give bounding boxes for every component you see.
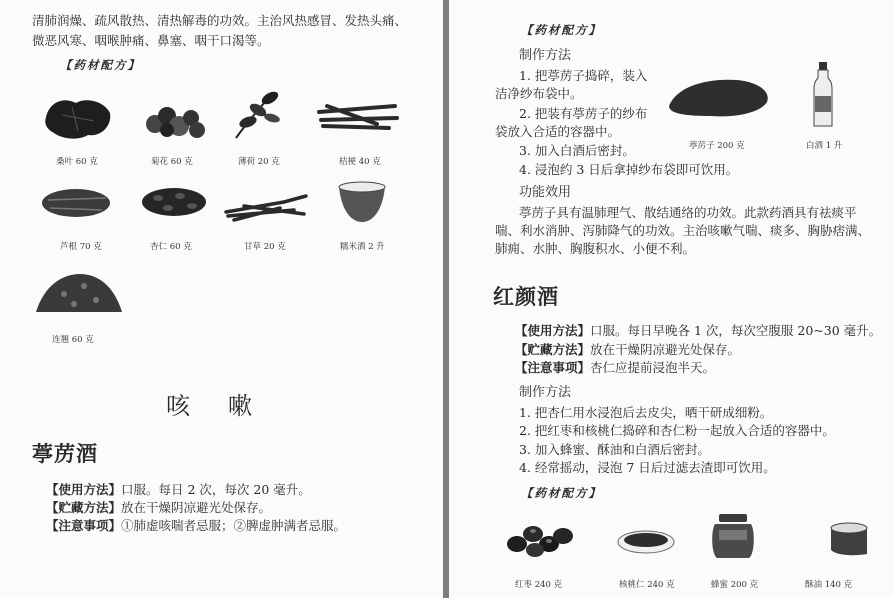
platycodon-icon (317, 98, 399, 132)
mulberry-leaf-icon (42, 95, 114, 141)
chrysanthemum-icon (143, 100, 207, 140)
ingredient-label: 甘草 20 克 (244, 242, 286, 252)
recipe-title: 【药材配方】 (521, 486, 602, 500)
ghee-icon (827, 520, 867, 556)
usage-text: 口服。每日 2 次，每次 20 毫升。 (121, 482, 311, 497)
effect-line: 葶苈子具有温肺理气、散结通络的功效。此款药酒具有祛痰平 (519, 205, 857, 220)
honey-jar-icon (711, 514, 755, 560)
caution-label: 【注意事项】 (46, 518, 122, 533)
step-line: 1. 把葶苈子捣碎，装入 (519, 68, 648, 83)
step-line: 2. 把红枣和核桃仁捣碎和杏仁粉一起放入合适的容器中。 (519, 423, 835, 438)
recipe-title: 【药材配方】 (521, 23, 602, 37)
usage-label: 【使用方法】 (46, 482, 122, 497)
ingredient-label: 糯米酒 2 升 (340, 242, 385, 252)
storage-row (515, 340, 740, 359)
step-line: 2. 把装有葶苈子的纱布 (519, 106, 648, 121)
ingredient-label: 薄荷 20 克 (238, 157, 280, 167)
usage-row (46, 480, 311, 499)
ingredient-label: 蜂蜜 200 克 (711, 580, 759, 590)
step-line: 1. 把杏仁用水浸泡后去皮尖，晒干研成细粉。 (519, 405, 773, 420)
section-title: 咳嗽 (166, 392, 290, 420)
ingredient-label: 红枣 240 克 (515, 580, 563, 590)
licorice-icon (224, 194, 308, 222)
step-line: 3. 加入蜂蜜、酥油和白酒后密封。 (519, 442, 710, 457)
storage-label: 【贮藏方法】 (46, 500, 122, 515)
storage-row (46, 498, 271, 517)
ingredient-label: 葶苈子 200 克 (689, 141, 745, 151)
caution-text: ①肺虚咳喘者忌服；②脾虚肿满者忌服。 (121, 518, 347, 533)
mint-icon (232, 88, 286, 142)
ingredient-label: 连翘 60 克 (52, 335, 94, 345)
method-title: 制作方法 (519, 385, 572, 400)
method-title: 制作方法 (519, 48, 572, 63)
ingredient-label: 核桃仁 240 克 (619, 580, 675, 590)
caution-label: 【注意事项】 (515, 360, 591, 375)
intro-line-2: 微恶风寒、咽喉肿痛、鼻塞、咽干口渴等。 (32, 33, 270, 48)
forsythia-icon (34, 272, 124, 316)
storage-text: 放在干燥阴凉避光处保存。 (121, 500, 272, 515)
usage-text: 口服。每日早晚各 1 次，每次空腹服 20~30 毫升。 (590, 323, 882, 338)
ingredient-label: 芦根 70 克 (60, 242, 102, 252)
apricot-kernel-icon (140, 186, 208, 218)
storage-text: 放在干燥阴凉避光处保存。 (590, 342, 741, 357)
storage-label: 【贮藏方法】 (515, 342, 591, 357)
reed-root-icon (40, 186, 112, 220)
usage-label: 【使用方法】 (515, 323, 591, 338)
right-page (449, 0, 894, 598)
ingredient-label: 桑叶 60 克 (56, 157, 98, 167)
caution-row (46, 516, 346, 535)
caution-row (515, 358, 715, 377)
walnut-icon (617, 526, 675, 554)
step-line: 4. 浸泡约 3 日后拿掉纱布袋即可饮用。 (519, 162, 739, 177)
rice-wine-bowl-icon (337, 180, 387, 226)
step-line: 3. 加入白酒后密封。 (519, 143, 635, 158)
step-line: 洁净纱布袋中。 (495, 86, 583, 101)
effect-line: 喘、利水消肿、泻肺降气的功效。主治咳嗽气喘、痰多、胸胁痞满、 (495, 223, 871, 238)
usage-row (515, 321, 881, 340)
wine-title: 红颜酒 (493, 285, 559, 309)
ingredient-label: 桔梗 40 克 (339, 157, 381, 167)
effect-line: 肺痈、水肿、胸腹积水、小便不利。 (495, 241, 696, 256)
step-line: 袋放入合适的容器中。 (495, 124, 621, 139)
ingredient-label: 白酒 1 升 (806, 141, 843, 151)
ingredient-label: 菊花 60 克 (151, 157, 193, 167)
red-date-icon (505, 518, 575, 558)
left-page (0, 0, 443, 598)
tingli-seed-icon (667, 76, 773, 120)
step-line: 4. 经常摇动，浸泡 7 日后过滤去渣即可饮用。 (519, 460, 776, 475)
ingredient-label: 杏仁 60 克 (150, 242, 192, 252)
ingredient-label: 酥油 140 克 (805, 580, 853, 590)
intro-line-1: 清肺润燥、疏风散热、清热解毒的功效。主治风热感冒、发热头痛、 (32, 13, 408, 28)
recipe-title: 【药材配方】 (60, 58, 141, 72)
effect-title: 功能效用 (519, 185, 572, 200)
wine-title: 葶苈酒 (32, 442, 98, 466)
liquor-bottle-icon (813, 62, 833, 128)
caution-text: 杏仁应提前浸泡半天。 (590, 360, 716, 375)
